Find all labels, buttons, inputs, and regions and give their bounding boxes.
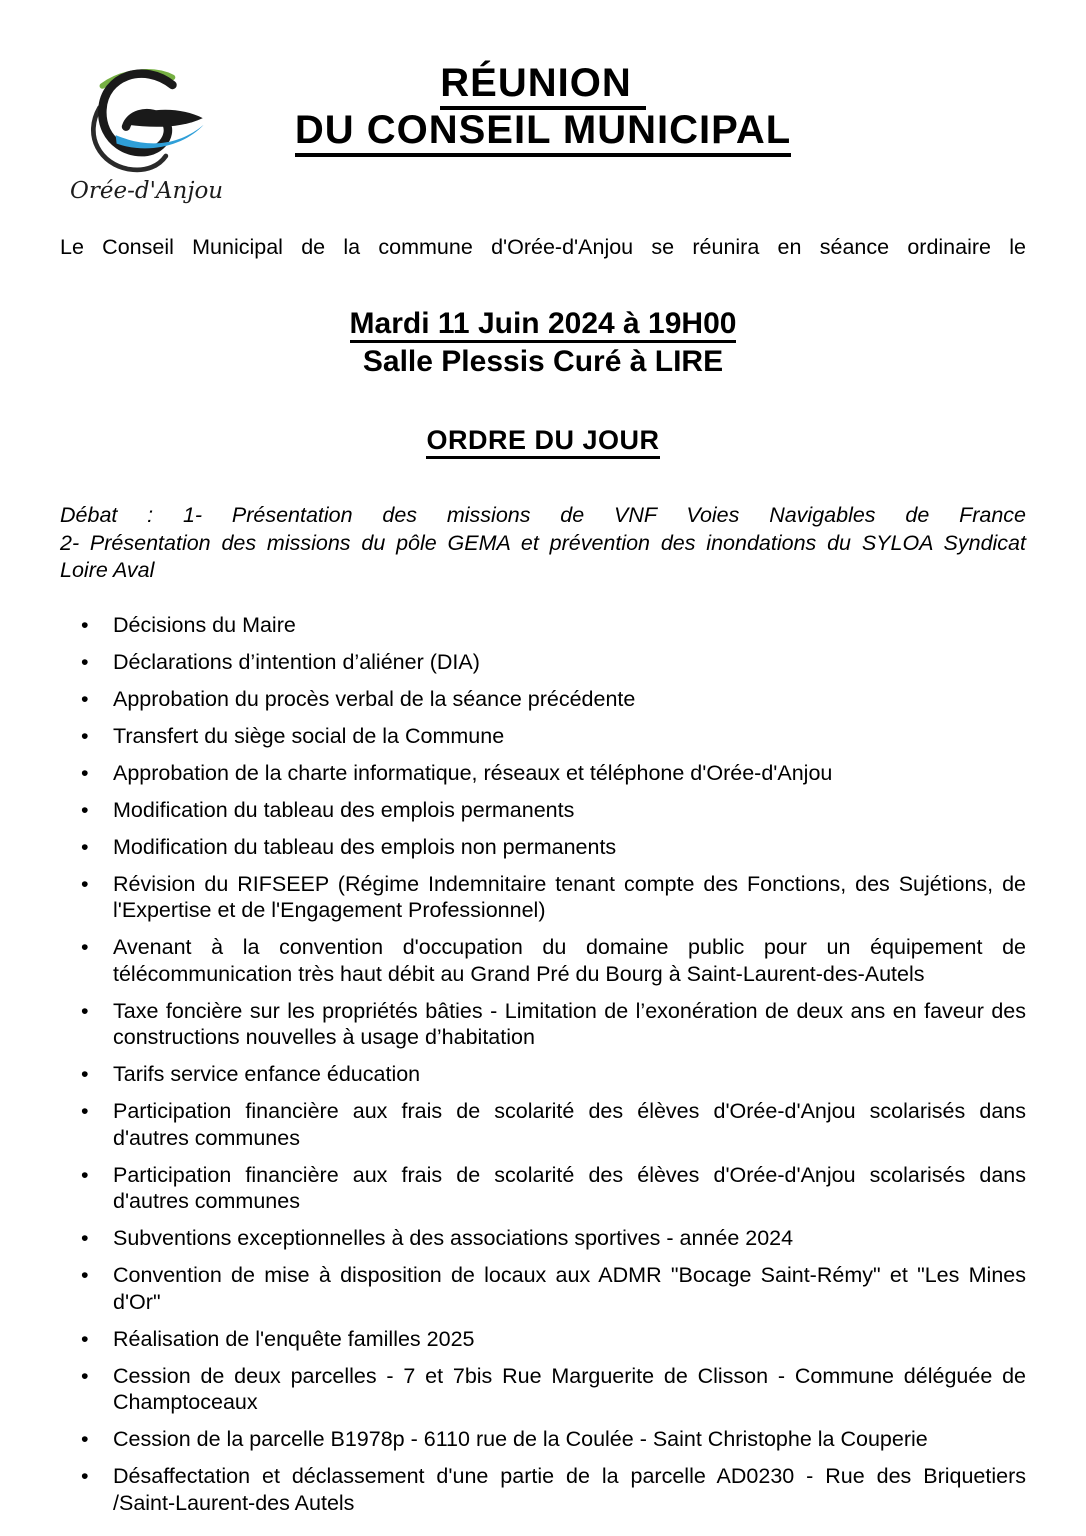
agenda-item-line: Décisions du Maire — [113, 612, 296, 637]
bullet-icon: • — [81, 649, 89, 674]
agenda-item — [60, 1061, 1026, 1088]
agenda-heading: ORDRE DU JOUR — [426, 425, 659, 459]
agenda-item-line: Champtoceaux — [113, 1390, 258, 1414]
agenda-item-line: Taxe foncière sur les propriétés bâties - Limitation de l’exonération de deux ans en faveur des — [113, 998, 1026, 1023]
bullet-icon: • — [81, 760, 89, 785]
agenda-item-line: Cession de la parcelle B1978p - 6110 rue de la Coulée - Saint Christophe la Couperie — [113, 1427, 928, 1451]
agenda-item-line: Modification du tableau des emplois non permanents — [113, 834, 617, 859]
agenda-item — [60, 1426, 1026, 1453]
agenda-item-line: Réalisation de l'enquête familles 2025 — [113, 1326, 475, 1351]
debate-line: Loire Aval — [60, 558, 155, 582]
agenda-item-line: Participation financière aux frais de scolarité des élèves d'Orée-d'Anjou scolarisés dans — [113, 1162, 1026, 1187]
debate-line: 2- Présentation des missions du pôle GEMA et prévention des inondations du SYLOA Syndicat — [60, 530, 1026, 555]
bullet-icon: • — [81, 1062, 89, 1086]
agenda-item-line: Avenant à la convention d'occupation du domaine public pour un équipement de — [113, 935, 1026, 959]
agenda-item-line: l'Expertise et de l'Engagement Professionnel) — [113, 898, 546, 922]
bullet-icon: • — [81, 686, 89, 711]
agenda-item-line: constructions nouvelles à usage d’habitation — [113, 1025, 535, 1049]
agenda-item-line: Approbation de la charte informatique, réseaux et téléphone d'Orée-d'Anjou — [113, 760, 833, 785]
agenda-item — [60, 649, 1026, 676]
bullet-icon: • — [81, 834, 89, 859]
agenda-item-line: Convention de mise à disposition de locaux aux ADMR "Bocage Saint-Rémy" et "Les Mines — [113, 1263, 1026, 1287]
bullet-icon: • — [81, 797, 89, 822]
agenda-item-line: Approbation du procès verbal de la séance précédente — [113, 686, 636, 711]
agenda-item — [60, 797, 1026, 824]
bullet-icon: • — [81, 871, 89, 896]
agenda-item-line: Tarifs service enfance éducation — [113, 1062, 421, 1086]
agenda-item — [60, 1098, 1026, 1151]
debate-paragraph — [60, 502, 1026, 585]
bullet-icon: • — [81, 1226, 89, 1250]
agenda-item-line: Modification du tableau des emplois permanents — [113, 797, 575, 822]
agenda-item-line: Déclarations d’intention d’aliéner (DIA) — [113, 649, 480, 674]
agenda-item-line: télécommunication très haut débit au Grand Pré du Bourg à Saint-Laurent-des-Autels — [113, 961, 925, 986]
agenda-item — [60, 686, 1026, 713]
intro-paragraph: Le Conseil Municipal de la commune d'Orée-d'Anjou se réunira en séance ordinaire le — [60, 235, 1026, 259]
agenda-item-line: Désaffectation et déclassement d'une partie de la parcelle AD0230 - Rue des Briquetiers — [113, 1464, 1026, 1488]
agenda-list — [60, 612, 1026, 1517]
bullet-icon: • — [81, 935, 89, 959]
document-header — [60, 60, 1026, 216]
agenda-item-line: d'Or" — [113, 1289, 161, 1314]
commune-logo-icon — [74, 60, 216, 180]
agenda-item — [60, 998, 1026, 1051]
agenda-item — [60, 612, 1026, 639]
page-title-line-1: RÉUNION — [440, 61, 645, 110]
bullet-icon: • — [81, 1162, 89, 1187]
agenda-item — [60, 934, 1026, 987]
agenda-item-line: Transfert du siège social de la Commune — [113, 723, 505, 748]
agenda-item-line: /Saint-Laurent-des Autels — [113, 1490, 355, 1515]
meeting-block — [60, 305, 1026, 381]
agenda-item-line: d'autres communes — [113, 1125, 300, 1150]
commune-logo-wordmark: Orée-d'Anjou — [70, 178, 224, 204]
bullet-icon: • — [81, 998, 89, 1023]
agenda-item — [60, 1262, 1026, 1315]
agenda-heading-row — [60, 425, 1026, 456]
meeting-datetime: Mardi 11 Juin 2024 à 19H00 — [350, 307, 737, 343]
agenda-item — [60, 834, 1026, 861]
agenda-item — [60, 871, 1026, 924]
bullet-icon: • — [81, 1263, 89, 1287]
page-title-line-2: DU CONSEIL MUNICIPAL — [295, 108, 791, 157]
agenda-item — [60, 1463, 1026, 1516]
agenda-item — [60, 1225, 1026, 1252]
bullet-icon: • — [81, 1326, 89, 1351]
agenda-item — [60, 1326, 1026, 1353]
commune-logo — [70, 60, 224, 204]
agenda-item — [60, 1363, 1026, 1416]
bullet-icon: • — [81, 612, 89, 637]
meeting-location: Salle Plessis Curé à LIRE — [362, 345, 724, 378]
agenda-item-line: d'autres communes — [113, 1189, 300, 1213]
debate-line: Débat : 1- Présentation des missions de VNF Voies Navigables de France — [60, 503, 1026, 527]
bullet-icon: • — [81, 1464, 89, 1488]
agenda-item-line: Cession de deux parcelles - 7 et 7bis Rue Marguerite de Clisson - Commune déléguée de — [113, 1363, 1026, 1388]
bullet-icon: • — [81, 1099, 89, 1123]
bullet-icon: • — [81, 723, 89, 748]
bullet-icon: • — [81, 1363, 89, 1388]
agenda-item-line: Participation financière aux frais de scolarité des élèves d'Orée-d'Anjou scolarisés dans — [113, 1099, 1026, 1123]
agenda-item-line: Subventions exceptionnelles à des associations sportives - année 2024 — [113, 1226, 794, 1250]
bullet-icon: • — [81, 1427, 89, 1451]
agenda-item — [60, 1162, 1026, 1215]
agenda-item-line: Révision du RIFSEEP (Régime Indemnitaire tenant compte des Fonctions, des Sujétions, de — [113, 871, 1026, 896]
agenda-item — [60, 723, 1026, 750]
meeting-datetime-line — [60, 305, 1026, 343]
agenda-item — [60, 760, 1026, 787]
